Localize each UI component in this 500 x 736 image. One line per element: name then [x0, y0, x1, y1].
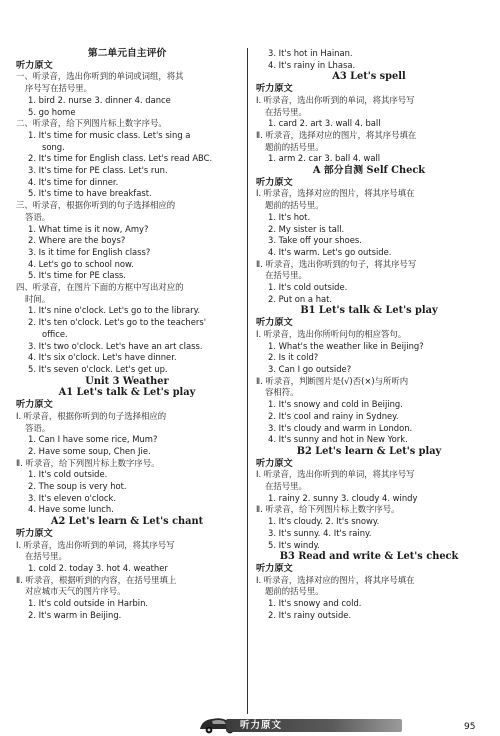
text-line: 4. It's rainy in Lhasa.: [268, 59, 356, 70]
text-line: 题前的括号里。: [265, 586, 324, 597]
text-line: 3. It's cloudy and warm in London.: [268, 422, 413, 433]
text-line: 3. It's hot in Hainan.: [268, 48, 353, 58]
text-line: Ⅱ. 听录音，根据听到的内容，在括号里填上: [16, 574, 177, 585]
section-heading: 听力原文: [16, 527, 53, 539]
text-line: 1. It's time for music class. Let's sing a: [28, 129, 191, 140]
text-line: Ⅰ. 听录音，根据你听到的句子选择相应的: [16, 410, 167, 421]
text-line: 题前的括号里。: [265, 141, 324, 152]
text-line: 1. bird 2. nurse 3. dinner 4. dance: [28, 94, 171, 105]
left-column: [16, 48, 238, 621]
text-line: 1. Can I have some rice, Mum?: [28, 434, 158, 445]
text-line: 1. arm 2. car 3. ball 4. wall: [268, 153, 381, 164]
text-line: Ⅱ. 听录音，给下列图片标上数字序号。: [16, 457, 160, 468]
text-line: 4. Have some lunch.: [28, 504, 114, 515]
text-line: 2. It's time for English class. Let's read ABC.: [28, 153, 213, 164]
text-line: 四、听录音，在图片下面的方框中写出对应的: [16, 282, 184, 293]
text-line: 1. rainy 2. sunny 3. cloudy 4. windy: [268, 492, 418, 503]
section-title: 第二单元自主评价: [87, 48, 167, 59]
text-line: Ⅰ. 听录音，选出你听到的单词，将其序号写: [256, 469, 415, 480]
text-line: Ⅰ. 听录音，选择对应的图片，将其序号填在: [256, 188, 415, 199]
section-title: B2 Let's learn & Let's play: [296, 445, 442, 457]
section-title: A2 Let's learn & Let's chant: [50, 516, 204, 528]
text-line: 3. Take off your shoes.: [268, 235, 362, 246]
section-heading: 听力原文: [16, 399, 53, 411]
text-line: 5. go home: [28, 106, 76, 117]
text-line: 1. It's snowy and cold in Beijing.: [268, 399, 403, 410]
text-line: 1. What time is it now, Amy?: [28, 223, 149, 234]
text-line: 3. It's time for PE class. Let's run.: [28, 165, 168, 176]
footer-banner: [196, 714, 408, 734]
text-line: 在括号里。: [265, 106, 307, 117]
section-title: A3 Let's spell: [332, 71, 406, 83]
text-line: 答语。: [25, 211, 51, 222]
text-line: Ⅱ. 听录音，选出你听到的句子，将其序号写: [256, 258, 417, 269]
text-line: 3. It's sunny. 4. It's rainy.: [268, 527, 372, 538]
section-heading: 听力原文: [16, 59, 53, 71]
text-line: 1. It's cold outside.: [268, 282, 348, 293]
text-line: 2. It's warm in Beijing.: [28, 609, 122, 620]
text-line: 3. It's eleven o'clock.: [28, 492, 117, 503]
text-line: 3. Is it time for English class?: [28, 246, 151, 257]
text-line: 2. Put on a hat.: [268, 293, 333, 304]
text-line: 3. Can I go outside?: [268, 363, 352, 374]
text-line: 2. Where are the boys?: [28, 235, 126, 246]
text-line: 对应城市天气的图片序号。: [25, 586, 126, 597]
text-line: 1. It's cold outside.: [28, 469, 108, 480]
text-line: 一、听录音，选出你听到的单词或词组，将其: [16, 71, 184, 82]
text-line: 2. Have some soup, Chen Jie.: [28, 445, 151, 456]
text-line: 在括号里。: [265, 270, 307, 281]
section-title: Unit 3 Weather: [85, 375, 169, 387]
section-heading: 听力原文: [256, 317, 293, 329]
column-divider: [247, 48, 248, 714]
text-line: Ⅰ. 听录音，选出你听到的单词，将其序号写: [256, 94, 415, 105]
text-line: 序号写在括号里。: [25, 83, 92, 94]
section-title: B1 Let's talk & Let's play: [300, 305, 438, 317]
text-line: 4. It's time for dinner.: [28, 176, 119, 187]
text-line: 2. It's rainy outside.: [268, 609, 352, 620]
text-line: Ⅱ. 听录音，判断图片是(√)否(×)与所听内: [256, 375, 409, 386]
text-line: 1. What's the weather like in Beijing?: [268, 340, 424, 351]
section-title: B3 Read and write & Let's check: [279, 551, 459, 563]
text-line: 4. It's six o'clock. Let's have dinner.: [28, 352, 177, 363]
text-line: 时间。: [25, 293, 51, 304]
text-line: Ⅰ. 听录音，选择对应的图片，将其序号填在: [256, 574, 415, 585]
text-line: 5. It's time for PE class.: [28, 270, 126, 281]
footer-label: 听力原文: [240, 720, 283, 731]
text-line: 在括号里。: [25, 551, 67, 562]
text-line: 4. It's warm. Let's go outside.: [268, 246, 392, 257]
section-title: A 部分自测 Self Check: [312, 165, 426, 177]
text-line: 5. It's windy.: [268, 539, 320, 550]
text-line: 2. It's ten o'clock. Let's go to the teachers': [28, 317, 207, 328]
text-line: 容相符。: [265, 387, 299, 398]
text-line: 三、听录音，根据你听到的句子选择相应的: [16, 200, 176, 211]
text-line: 二、听录音，给下列图片标上数字序号。: [16, 118, 167, 129]
section-heading: 听力原文: [256, 176, 293, 188]
right-column: [256, 48, 482, 621]
text-line: 4. Let's go to school now.: [28, 258, 134, 269]
text-line: office.: [42, 328, 68, 339]
text-line: 1. card 2. art 3. wall 4. ball: [268, 118, 381, 129]
text-line: 答语。: [25, 422, 51, 433]
text-line: 5. It's seven o'clock. Let's get up.: [28, 363, 168, 374]
page-number: 95: [464, 722, 476, 732]
text-line: 2. The soup is very hot.: [28, 481, 127, 492]
text-line: Ⅱ. 听录音，给下列图片标上数字序号。: [256, 504, 400, 515]
text-line: 1. It's hot.: [268, 211, 311, 222]
text-line: Ⅰ. 听录音，选出你所听问句的相应答句。: [256, 328, 407, 339]
section-heading: 听力原文: [256, 83, 293, 95]
text-line: 1. It's nine o'clock. Let's go to the library.: [28, 305, 201, 316]
text-line: 在括号里。: [265, 481, 307, 492]
section-title: A1 Let's talk & Let's play: [58, 387, 196, 399]
text-line: 1. It's snowy and cold.: [268, 598, 362, 609]
text-line: 5. It's time to have breakfast.: [28, 188, 152, 199]
text-line: 1. It's cloudy. 2. It's snowy.: [268, 516, 380, 527]
section-heading: 听力原文: [256, 457, 293, 469]
text-line: Ⅰ. 听录音，选出你听到的单词，将其序号写: [16, 539, 175, 550]
text-line: 4. It's sunny and hot in New York.: [268, 434, 408, 445]
text-line: 2. My sister is tall.: [268, 223, 345, 234]
section-heading: 听力原文: [256, 562, 293, 574]
text-line: 2. It's cool and rainy in Sydney.: [268, 410, 399, 421]
text-line: Ⅱ. 听录音，选择对应的图片，将其序号填在: [256, 129, 417, 140]
text-line: 1. It's cold outside in Harbin.: [28, 598, 149, 609]
text-line: song.: [42, 141, 65, 152]
text-line: 题前的括号里。: [265, 200, 324, 211]
text-line: 2. Is it cold?: [268, 352, 319, 363]
text-line: 1. cold 2. today 3. hot 4. weather: [28, 562, 168, 573]
text-line: 3. It's two o'clock. Let's have an art class.: [28, 340, 203, 351]
